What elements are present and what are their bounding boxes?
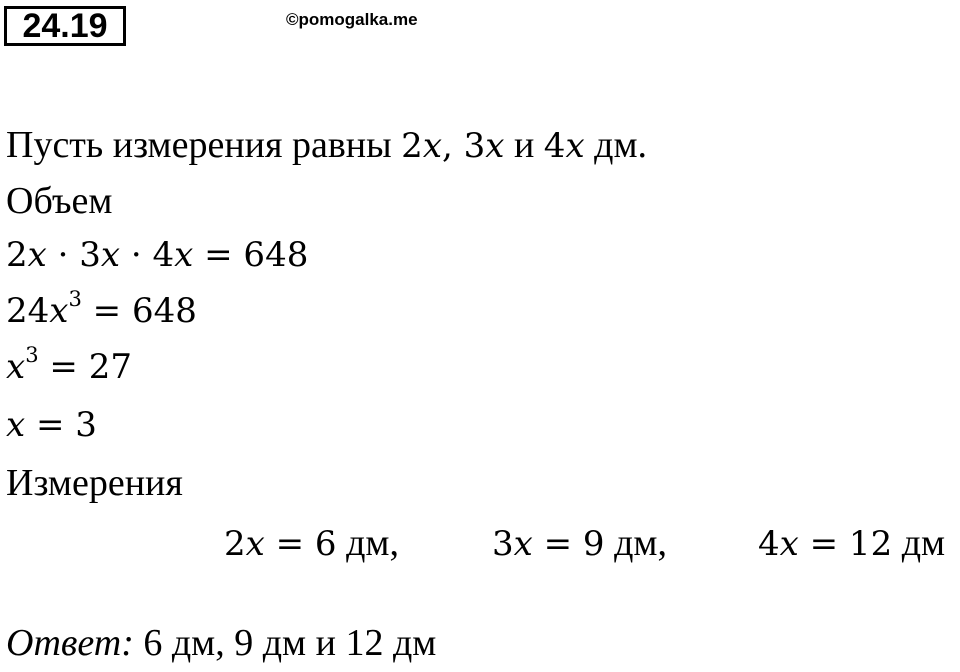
intro-text: Пусть измерения равны [6, 124, 402, 166]
intro-separator: , [442, 126, 464, 166]
result-1: 2x = 6 дм, [224, 522, 399, 564]
dimensions-label: Измерения [6, 462, 183, 504]
intro-term-1: 2x [401, 126, 442, 166]
intro-term-3: 4x [543, 126, 585, 166]
answer-line [6, 624, 436, 662]
volume-label: Объем [6, 180, 113, 222]
intro-line [6, 126, 647, 164]
equation-simplified: $24x^3 = 648$ [6, 286, 197, 331]
equation-volume: 2x · 3x · 4x = 648 [6, 235, 309, 275]
equation-solution: x = 3 [6, 405, 97, 445]
intro-term-2: 3x [463, 126, 505, 166]
equation-cube: $x^3 = 27$ [6, 342, 132, 387]
problem-number-badge [4, 6, 126, 46]
intro-and: и [504, 124, 544, 166]
intro-unit: дм. [584, 124, 648, 166]
result-2: 3x = 9 дм, [492, 522, 667, 564]
answer-label: Ответ: [6, 622, 134, 664]
problem-number: 24.19 [22, 7, 108, 45]
result-3: 4x = 12 дм [758, 522, 946, 564]
answer-text: 6 дм, 9 дм и 12 дм [133, 622, 437, 664]
watermark: ©pomogalka.me [286, 10, 418, 29]
